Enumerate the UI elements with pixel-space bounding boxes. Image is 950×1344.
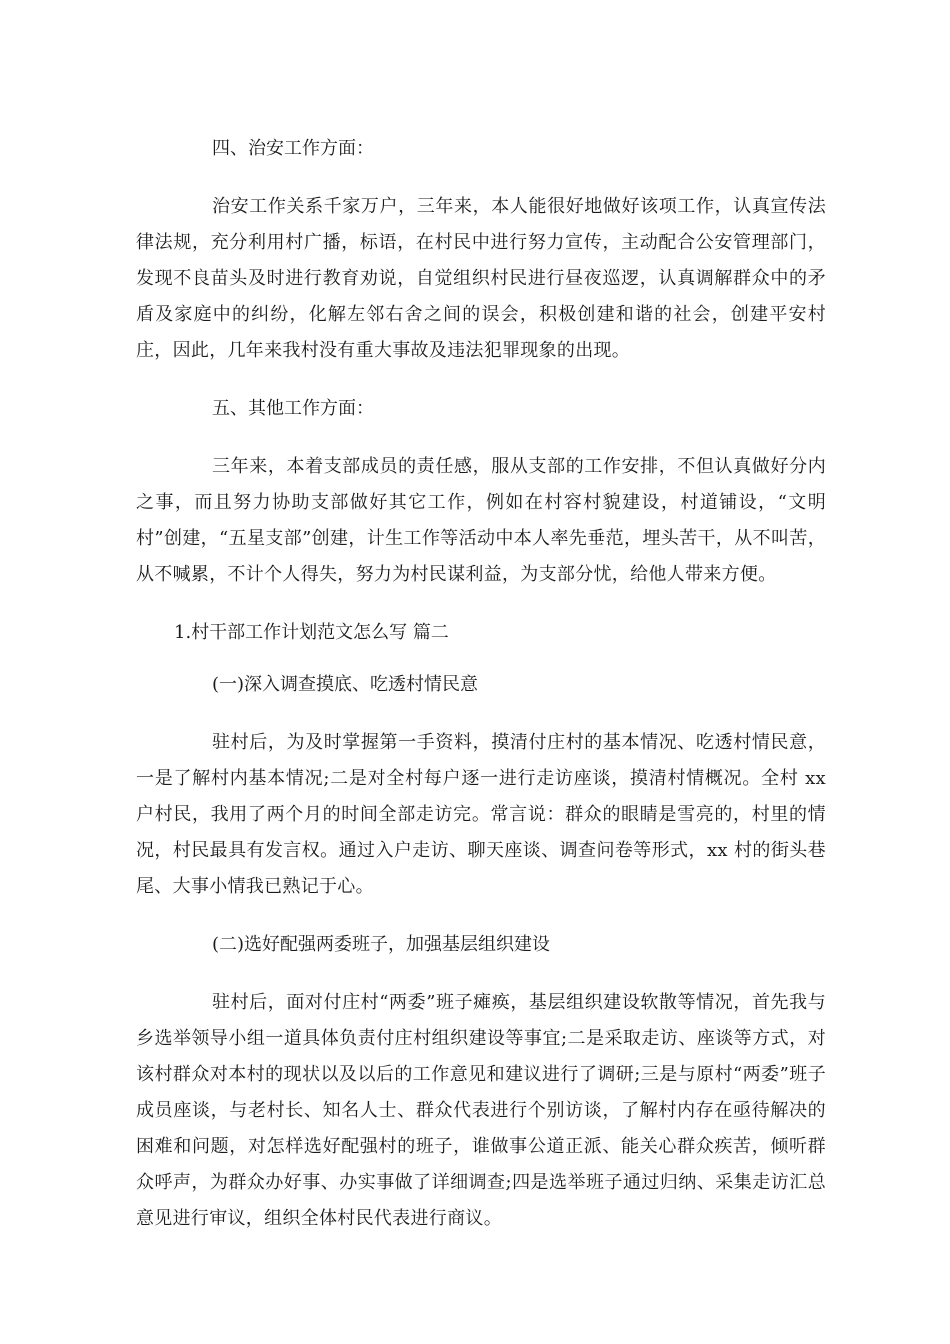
- subsection-heading-committee: (二)选好配强两委班子，加强基层组织建设: [212, 934, 551, 955]
- section-paragraph-other: 三年来，本着支部成员的责任感，服从支部的工作安排，不但认真做好分内之事，而且努力协助支部做好其它工作，例如在村容村貌建设，村道铺设，“文明村”创建，“五星支部”创建，计生工作等活动中本人率先垂范，埋头苦干，从不叫苦，从不喊累，不计个人得失，努力为村民谋利益，为支部分忧，给他人带来方便。: [136, 456, 826, 585]
- subsection-heading-survey: (一)深入调查摸底、吃透村情民意: [212, 674, 479, 695]
- part-title: 1.村干部工作计划范文怎么写 篇二: [174, 622, 449, 643]
- section-paragraph-security: 治安工作关系千家万户，三年来，本人能很好地做好该项工作，认真宣传法律法规，充分利用村广播，标语，在村民中进行努力宣传，主动配合公安管理部门，发现不良苗头及时进行教育劝说，自觉组织村民进行昼夜巡逻，认真调解群众中的矛盾及家庭中的纠纷，化解左邻右舍之间的误会，积极创建和谐的社会，创建平安村庄，因此，几年来我村没有重大事故及违法犯罪现象的出现。: [136, 196, 826, 361]
- subsection-paragraph-survey: 驻村后，为及时掌握第一手资料，摸清付庄村的基本情况、吃透村情民意，一是了解村内基本情况;二是对全村每户逐一进行走访座谈，摸清村情概况。全村 xx 户村民，我用了两个月的时间全部走访完。常言说：群众的眼睛是雪亮的，村里的情况，村民最具有发言权。通过入户走访、聊天座谈、调查问卷等形式，xx 村的街头巷尾、大事小情我已熟记于心。: [136, 732, 826, 897]
- section-heading-other: 五、其他工作方面：: [212, 398, 374, 419]
- section-heading-security: 四、治安工作方面：: [212, 138, 374, 159]
- subsection-paragraph-committee: 驻村后，面对付庄村“两委”班子瘫痪，基层组织建设软散等情况，首先我与乡选举领导小组一道具体负责付庄村组织建设等事宜;二是采取走访、座谈等方式，对该村群众对本村的现状以及以后的工作意见和建议进行了调研;三是与原村“两委”班子成员座谈，与老村长、知名人士、群众代表进行个别访谈，了解村内存在亟待解决的困难和问题，对怎样选好配强村的班子，谁做事公道正派、能关心群众疾苦，倾听群众呼声，为群众办好事、办实事做了详细调查;四是选举班子通过归纳、采集走访汇总意见进行审议，组织全体村民代表进行商议。: [136, 992, 826, 1229]
- document-body: [136, 131, 826, 1237]
